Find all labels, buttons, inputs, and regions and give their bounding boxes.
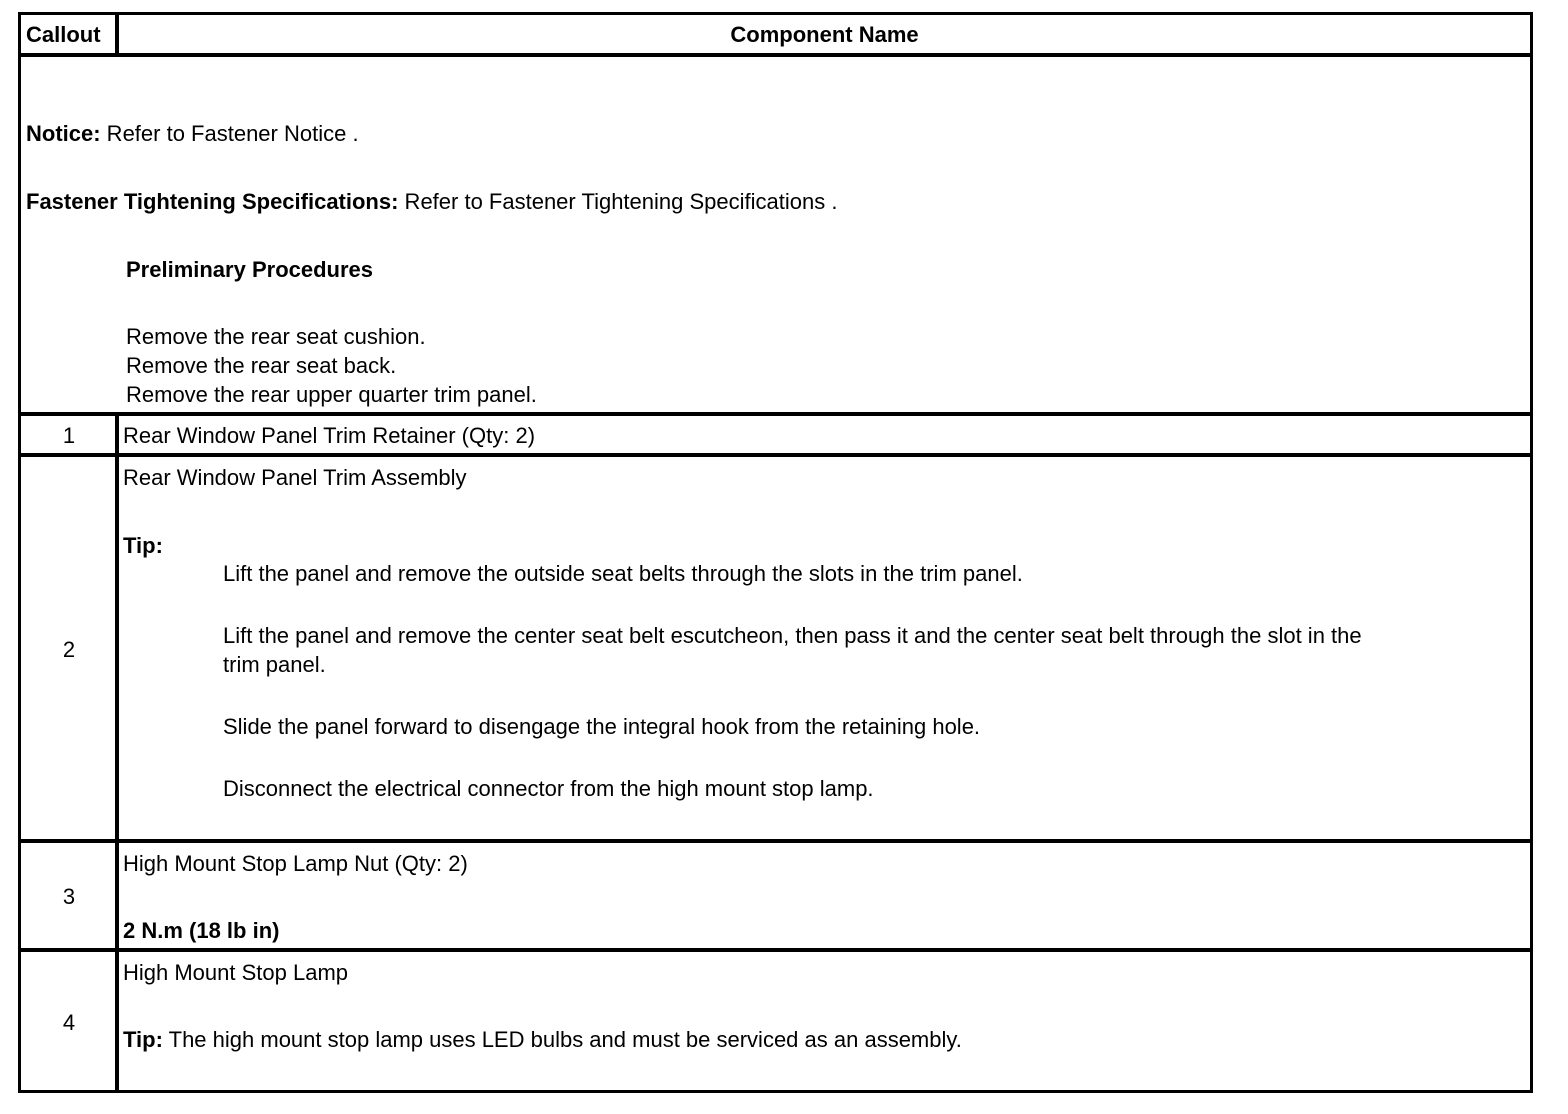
component-name-3: High Mount Stop Lamp Nut (Qty: 2) (123, 851, 468, 876)
fastener-spec (26, 189, 837, 215)
preliminary-heading: Preliminary Procedures (126, 257, 374, 282)
tip-2-line: trim panel. (223, 652, 326, 677)
fastener-label: Fastener Tightening Specifications: (26, 189, 399, 214)
callout-2: 2 (62, 637, 76, 662)
torque-spec-3: 2 N.m (18 lb in) (123, 918, 280, 943)
rule-header (21, 53, 1530, 57)
tip-text-4: The high mount stop lamp uses LED bulbs and must be serviced as an assembly. (162, 1027, 962, 1052)
tip-4 (123, 1027, 962, 1053)
header-component-name: Component Name (730, 22, 919, 47)
tip-2-line: Lift the panel and remove the outside seat belts through the slots in the trim panel. (223, 561, 1023, 586)
rule-intro (21, 412, 1530, 416)
notice (26, 121, 359, 147)
tip-2-line: Slide the panel forward to disengage the integral hook from the retaining hole. (223, 714, 981, 739)
notice-label: Notice: (26, 121, 101, 146)
callout-4: 4 (62, 1010, 76, 1035)
rule-row-1 (21, 453, 1530, 457)
preliminary-step: Remove the rear seat cushion. (126, 324, 426, 349)
preliminary-step: Remove the rear seat back. (126, 353, 397, 378)
header-callout: Callout (26, 22, 101, 47)
notice-text: Refer to Fastener Notice . (100, 121, 359, 146)
tip-label-4: Tip: (123, 1027, 163, 1052)
tip-label-2: Tip: (123, 533, 163, 558)
component-name-4: High Mount Stop Lamp (123, 960, 349, 985)
rule-row-3 (21, 948, 1530, 952)
preliminary-step: Remove the rear upper quarter trim panel. (126, 382, 537, 407)
tip-2-line: Disconnect the electrical connector from the high mount stop lamp. (223, 776, 874, 801)
tip-2-line: Lift the panel and remove the center seat belt escutcheon, then pass it and the center seat belt through the slot in the (223, 623, 1362, 648)
divider-rows (115, 412, 119, 1093)
callout-3: 3 (62, 884, 76, 909)
component-name-2: Rear Window Panel Trim Assembly (123, 465, 467, 490)
fastener-text: Refer to Fastener Tightening Specifications . (398, 189, 838, 214)
component-name-1: Rear Window Panel Trim Retainer (Qty: 2) (123, 423, 536, 448)
rule-row-2 (21, 839, 1530, 843)
component-table (18, 12, 1533, 1093)
callout-1: 1 (62, 423, 76, 448)
